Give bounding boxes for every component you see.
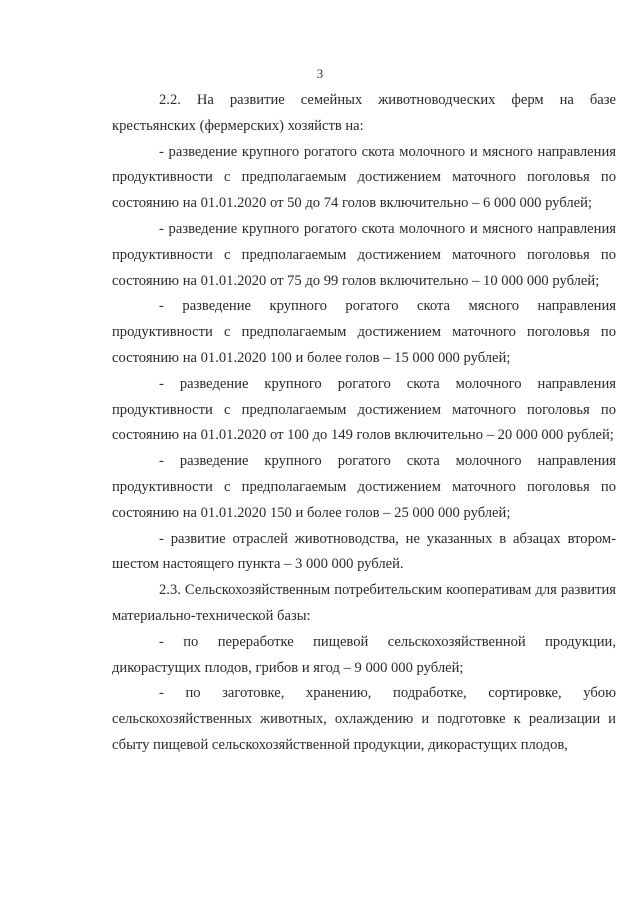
section-2-3-heading: 2.3. Сельскохозяйственным потребительским кооперативам для развития материально-технической базы:: [112, 582, 616, 624]
document-body: [112, 88, 616, 759]
list-item-cattle-50-74: - разведение крупного рогатого скота молочного и мясного направления продуктивности с предполагаемым достижением маточного поголовья по состоянию на 01.01.2020 от 50 до 74 голов включительно – 6 000 000 рублей;: [112, 143, 616, 212]
page-number: 3: [316, 66, 324, 81]
list-item-dairy-cattle-150-plus: - разведение крупного рогатого скота молочного направления продуктивности с предполагаемым достижением маточного поголовья по состоянию на 01.01.2020 150 и более голов – 25 000 000 рублей;: [112, 453, 616, 521]
list-item-food-processing: - по переработке пищевой сельскохозяйственной продукции, дикорастущих плодов, грибов и ягод – 9 000 000 рублей;: [112, 633, 616, 676]
section-2-2-heading: 2.2. На развитие семейных животноводческих ферм на базе крестьянских (фермерских) хозяйств на:: [112, 92, 616, 134]
list-item-storage-slaughter: - по заготовке, хранению, подработке, сортировке, убою сельскохозяйственных животных, охлаждению и подготовке к реализации и сбыту пищевой сельскохозяйственной продукции, дикорастущих плодов,: [112, 685, 616, 753]
list-item-beef-cattle-100-plus: - разведение крупного рогатого скота мясного направления продуктивности с предполагаемым достижением маточного поголовья по состоянию на 01.01.2020 100 и более голов – 15 000 000 рублей;: [112, 298, 616, 366]
list-item-other-livestock: - развитие отраслей животноводства, не указанных в абзацах втором-шестом настоящего пункта – 3 000 000 рублей.: [112, 530, 616, 573]
list-item-dairy-cattle-100-149: - разведение крупного рогатого скота молочного направления продуктивности с предполагаемым достижением маточного поголовья по состоянию на 01.01.2020 от 100 до 149 голов включительно – 20 000 000 рублей;: [112, 375, 616, 444]
list-item-cattle-75-99: - разведение крупного рогатого скота молочного и мясного направления продуктивности с предполагаемым достижением маточного поголовья по состоянию на 01.01.2020 от 75 до 99 голов включительно – 10 000 000 рублей;: [112, 220, 616, 289]
